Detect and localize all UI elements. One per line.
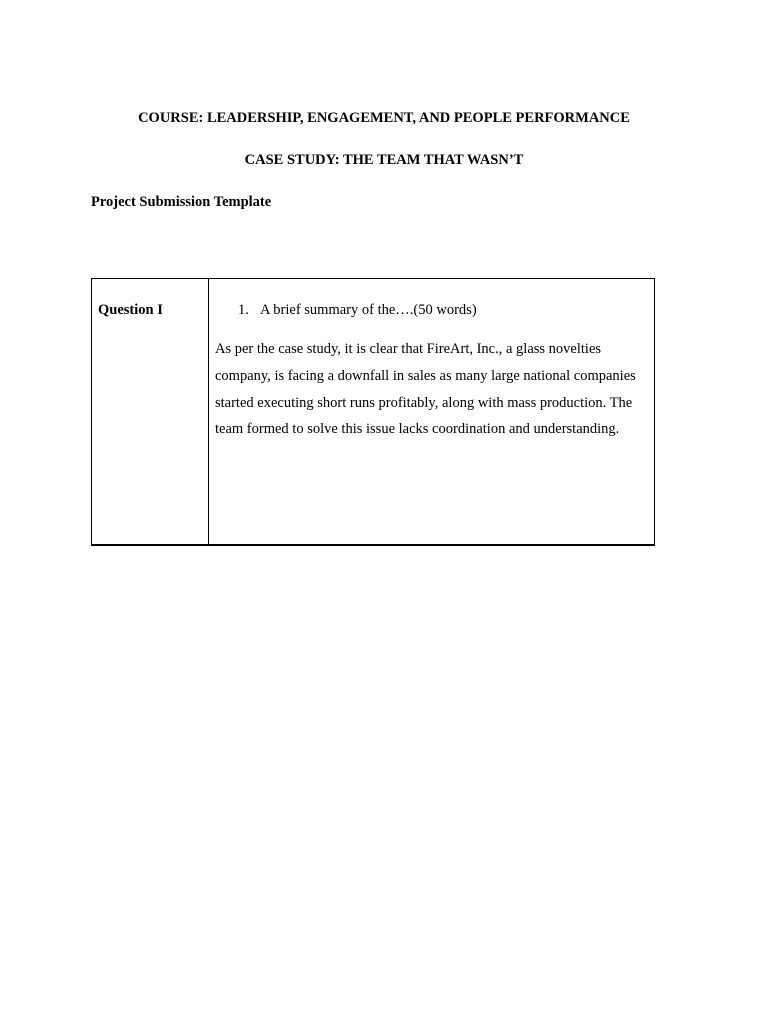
case-study-title: CASE STUDY: THE TEAM THAT WASN’T xyxy=(244,152,524,168)
question-label: Question I xyxy=(98,302,163,318)
question-content-cell xyxy=(209,279,655,546)
template-label: Project Submission Template xyxy=(91,194,272,210)
question-label-cell xyxy=(92,279,209,546)
list-item-number: 1. xyxy=(238,302,249,318)
question-list xyxy=(209,301,654,319)
table-row xyxy=(92,279,655,546)
answer-text: As per the case study, it is clear that FireArt, Inc., a glass novelties company, is facing a downfall in sales as many large national companies started executing short runs profitably, along with mass production. The team formed to solve this issue lacks coordination and understanding. xyxy=(215,341,636,438)
list-item-text: A brief summary of the….(50 words) xyxy=(260,302,477,318)
question-table xyxy=(91,278,655,546)
list-item xyxy=(209,301,654,319)
course-title: COURSE: LEADERSHIP, ENGAGEMENT, AND PEOPLE PERFORMANCE xyxy=(138,110,630,126)
